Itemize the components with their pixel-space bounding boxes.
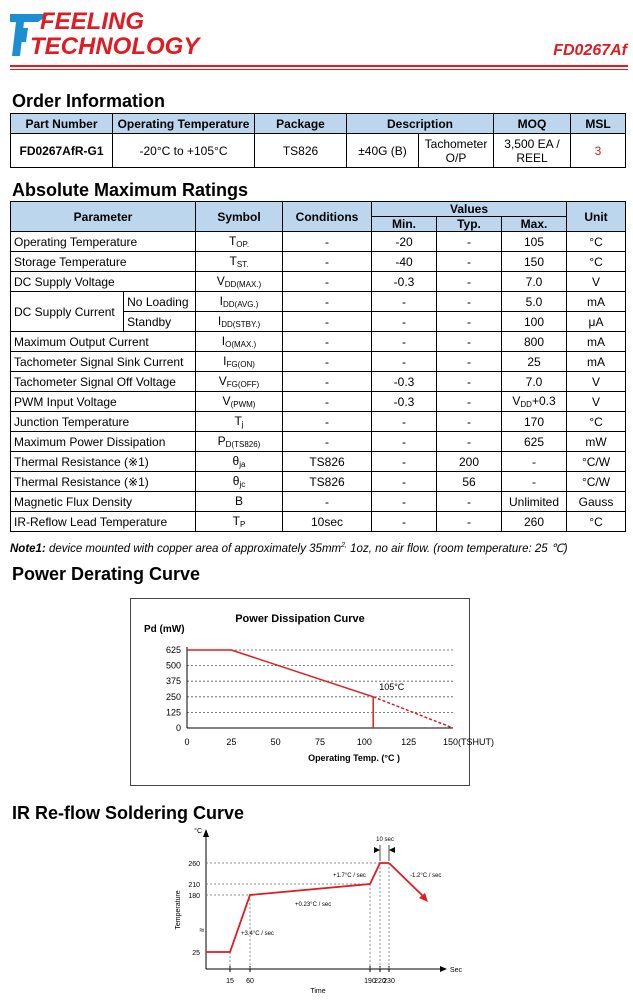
symbol-sub: D(TS826) xyxy=(225,440,261,449)
series-line-1 xyxy=(373,697,453,728)
amr-unit: °C xyxy=(567,252,626,272)
amr-unit: °C xyxy=(567,232,626,252)
note-text: device mounted with copper area of approximately 35mm xyxy=(45,543,342,555)
order-desc-output: Tachometer O/P xyxy=(419,134,494,168)
symbol-sub: jc xyxy=(239,480,246,489)
x-tick-label: 150(TSHUT) xyxy=(443,737,495,747)
ramp2-annotation: +1.7°C / sec xyxy=(333,873,366,879)
x-tick-label: 0 xyxy=(184,737,190,747)
amr-typ: - xyxy=(437,352,502,372)
amr-symbol xyxy=(196,492,283,512)
amr-symbol xyxy=(196,512,283,532)
amr-typ: - xyxy=(437,372,502,392)
symbol-main: T xyxy=(234,414,242,428)
amr-typ: - xyxy=(437,272,502,292)
amr-max: 100 xyxy=(502,312,567,332)
amr-unit: mW xyxy=(567,432,626,452)
amr-min: - xyxy=(372,452,437,472)
document-code: FD0267Af xyxy=(553,42,627,59)
amr-param: Operating Temperature xyxy=(11,232,196,252)
amr-row xyxy=(11,452,626,472)
amr-header-symbol: Symbol xyxy=(196,202,283,232)
symbol-main: T xyxy=(229,254,237,268)
x-tick-label: 15 xyxy=(226,978,234,985)
dwell-arrow-right-icon xyxy=(389,847,395,853)
amr-symbol xyxy=(196,232,283,252)
symbol-main: P xyxy=(217,434,226,448)
amr-min: -0.3 xyxy=(372,372,437,392)
order-info-heading: Order Information xyxy=(12,91,166,111)
amr-typ: - xyxy=(437,292,502,312)
amr-row xyxy=(11,352,626,372)
symbol-sub: DD(STBY.) xyxy=(221,320,261,329)
annotation-105c: 105°C xyxy=(379,681,405,692)
amr-symbol xyxy=(196,472,283,492)
y-tick-label: 0 xyxy=(175,723,181,733)
amr-symbol xyxy=(196,272,283,292)
symbol-main: V xyxy=(218,374,227,388)
symbol-main: I xyxy=(219,294,223,308)
order-header-package: Package xyxy=(255,114,347,134)
amr-typ: - xyxy=(437,312,502,332)
x-unit-label: Sec xyxy=(450,967,463,974)
amr-max: Unlimited xyxy=(502,492,567,512)
amr-typ: - xyxy=(437,412,502,432)
symbol-main: B xyxy=(234,494,243,508)
amr-unit: mA xyxy=(567,332,626,352)
series-line-0 xyxy=(187,650,373,697)
amr-max: 25 xyxy=(502,352,567,372)
symbol-main: T xyxy=(232,514,240,528)
amr-header-min: Min. xyxy=(372,217,437,232)
amr-condition: - xyxy=(283,232,372,252)
x-tick-label: 125 xyxy=(401,737,417,747)
max-suffix: +0.3 xyxy=(531,394,556,408)
symbol-sub: O(MAX.) xyxy=(225,340,257,349)
x-tick-label: 100 xyxy=(356,737,372,747)
y-axis-label: Pd (mW) xyxy=(144,624,185,635)
ir-reflow-heading: IR Re-flow Soldering Curve xyxy=(12,803,245,823)
x-axis-arrow-icon xyxy=(440,966,447,972)
amr-unit: Gauss xyxy=(567,492,626,512)
amr-row xyxy=(11,292,626,312)
amr-header-max: Max. xyxy=(502,217,567,232)
amr-param: Thermal Resistance (※1) xyxy=(11,452,196,472)
amr-min: -0.3 xyxy=(372,272,437,292)
amr-subparam: No Loading xyxy=(124,292,196,312)
symbol-main: V xyxy=(222,394,231,408)
amr-param: Maximum Power Dissipation xyxy=(11,432,196,452)
order-header-part: Part Number xyxy=(11,114,113,134)
amr-param: Maximum Output Current xyxy=(11,332,196,352)
amr-condition: - xyxy=(283,392,372,412)
amr-symbol xyxy=(196,372,283,392)
amr-max: 625 xyxy=(502,432,567,452)
amr-param: DC Supply Current xyxy=(11,292,124,332)
symbol-main: θ xyxy=(232,474,240,488)
amr-max xyxy=(502,392,567,412)
amr-symbol xyxy=(196,432,283,452)
amr-max: 5.0 xyxy=(502,292,567,312)
amr-min: - xyxy=(372,352,437,372)
amr-unit: V xyxy=(567,392,626,412)
order-package: TS826 xyxy=(255,134,347,168)
symbol-main: I xyxy=(221,334,226,348)
amr-typ: - xyxy=(437,332,502,352)
amr-table xyxy=(10,201,626,532)
amr-max: - xyxy=(502,472,567,492)
amr-condition: - xyxy=(283,252,372,272)
amr-min: -40 xyxy=(372,252,437,272)
note-label: Note1: xyxy=(10,543,46,555)
cooling-line xyxy=(389,863,425,898)
amr-param: DC Supply Voltage xyxy=(11,272,196,292)
amr-max: 7.0 xyxy=(502,272,567,292)
soak-annotation: +0.23°C / sec xyxy=(295,902,332,908)
x-tick-label: 230 xyxy=(383,978,395,985)
amr-max: 7.0 xyxy=(502,372,567,392)
x-tick-label: 190 xyxy=(364,978,376,985)
header-rule-thin xyxy=(10,69,628,70)
amr-condition: - xyxy=(283,292,372,312)
amr-row xyxy=(11,372,626,392)
max-sub: DD xyxy=(520,400,532,409)
order-header-moq: MOQ xyxy=(494,114,571,134)
amr-unit: °C xyxy=(567,412,626,432)
x-tick-label: 220 xyxy=(374,978,386,985)
dwell-arrow-left-icon xyxy=(374,847,380,853)
y-axis-label: Temperature xyxy=(175,890,182,930)
amr-typ: - xyxy=(437,432,502,452)
amr-param: Storage Temperature xyxy=(11,252,196,272)
amr-min: - xyxy=(372,292,437,312)
amr-condition: - xyxy=(283,492,372,512)
amr-condition: 10sec xyxy=(283,512,372,532)
amr-unit: °C/W xyxy=(567,452,626,472)
amr-row xyxy=(11,232,626,252)
amr-subparam: Standby xyxy=(124,312,196,332)
amr-unit: °C/W xyxy=(567,472,626,492)
amr-row xyxy=(11,492,626,512)
x-tick-label: 50 xyxy=(270,737,281,747)
amr-row xyxy=(11,512,626,532)
symbol-sub: DD(AVG.) xyxy=(222,300,259,309)
logo-text-line2: TECHNOLOGY xyxy=(30,33,200,60)
amr-unit: μA xyxy=(567,312,626,332)
amr-param: Junction Temperature xyxy=(11,412,196,432)
y-tick-label: 180 xyxy=(188,893,200,900)
amr-condition: - xyxy=(283,272,372,292)
amr-typ: - xyxy=(437,492,502,512)
amr-header-unit: Unit xyxy=(567,202,626,232)
order-moq: 3,500 EA / REEL xyxy=(494,134,571,168)
order-part-number: FD0267AfR-G1 xyxy=(11,134,113,168)
order-temp: -20°C to +105°C xyxy=(113,134,255,168)
note-text2: 1oz, no air flow. (room temperature: 25 ℃) xyxy=(346,543,568,555)
amr-typ: - xyxy=(437,232,502,252)
y-tick-label: 625 xyxy=(165,645,181,655)
symbol-sub: OP. xyxy=(236,240,250,249)
amr-header-values: Values xyxy=(372,202,567,217)
amr-max: 150 xyxy=(502,252,567,272)
amr-row xyxy=(11,332,626,352)
amr-param: IR-Reflow Lead Temperature xyxy=(11,512,196,532)
ir-reflow-chart xyxy=(170,825,470,997)
max-main: V xyxy=(512,394,521,408)
note1 xyxy=(10,541,568,555)
y-tick-label: 250 xyxy=(165,691,181,702)
power-derating-heading: Power Derating Curve xyxy=(12,564,201,584)
amr-condition: - xyxy=(283,312,372,332)
amr-condition: - xyxy=(283,412,372,432)
x-axis-label: Time xyxy=(310,988,326,995)
order-header-desc: Description xyxy=(347,114,494,134)
order-info-table xyxy=(10,113,626,168)
amr-param: PWM Input Voltage xyxy=(11,392,196,412)
amr-symbol xyxy=(196,412,283,432)
amr-row xyxy=(11,412,626,432)
amr-unit: mA xyxy=(567,292,626,312)
symbol-sub: FG(ON) xyxy=(226,360,255,369)
amr-symbol xyxy=(196,352,283,372)
amr-typ: - xyxy=(437,512,502,532)
amr-condition: - xyxy=(283,352,372,372)
amr-min: - xyxy=(372,432,437,452)
amr-symbol xyxy=(196,292,283,312)
note-sup: 2, xyxy=(341,542,347,550)
logo-text-line1: FEELING xyxy=(40,8,145,35)
chart-title: Power Dissipation Curve xyxy=(235,613,365,625)
amr-symbol xyxy=(196,392,283,412)
amr-min: - xyxy=(372,472,437,492)
symbol-main: I xyxy=(223,354,227,368)
amr-typ: - xyxy=(437,252,502,272)
amr-max: 800 xyxy=(502,332,567,352)
symbol-main: T xyxy=(228,234,237,248)
y-tick-label: 375 xyxy=(165,676,181,687)
header-rule xyxy=(10,65,628,67)
symbol-main: θ xyxy=(232,454,240,468)
x-tick-label: 60 xyxy=(246,978,254,985)
dwell-annotation: 10 sec xyxy=(376,837,394,843)
amr-typ: 200 xyxy=(437,452,502,472)
amr-typ: 56 xyxy=(437,472,502,492)
amr-param: Tachometer Signal Off Voltage xyxy=(11,372,196,392)
cool-annotation: -1.2°C / sec xyxy=(410,873,442,879)
amr-condition: - xyxy=(283,432,372,452)
amr-min: -20 xyxy=(372,232,437,252)
y-tick-label: 260 xyxy=(188,861,200,868)
ramp1-annotation: +3.4°C / sec xyxy=(241,931,274,937)
y-tick-label: 25 xyxy=(192,950,200,957)
y-tick-label: 125 xyxy=(165,707,181,718)
order-header-msl: MSL xyxy=(571,114,626,134)
amr-symbol xyxy=(196,332,283,352)
x-tick-label: 75 xyxy=(314,737,326,747)
order-header-temp: Operating Temperature xyxy=(113,114,255,134)
amr-max: 170 xyxy=(502,412,567,432)
amr-condition: - xyxy=(283,372,372,392)
amr-condition: TS826 xyxy=(283,472,372,492)
x-tick-label: 25 xyxy=(226,737,237,747)
amr-param: Thermal Resistance (※1) xyxy=(11,472,196,492)
y-tick-label: 500 xyxy=(165,660,181,671)
symbol-sub: P xyxy=(240,520,246,529)
amr-unit: °C xyxy=(567,512,626,532)
amr-row xyxy=(11,432,626,452)
amr-condition: TS826 xyxy=(283,452,372,472)
amr-condition: - xyxy=(283,332,372,352)
amr-row xyxy=(11,472,626,492)
symbol-main: I xyxy=(217,314,222,328)
amr-max: 260 xyxy=(502,512,567,532)
order-msl: 3 xyxy=(571,134,626,168)
axis-break-icon: ≈ xyxy=(199,925,205,935)
symbol-sub: FG(OFF) xyxy=(226,380,260,389)
amr-row xyxy=(11,252,626,272)
amr-header-param: Parameter xyxy=(11,202,196,232)
amr-param: Tachometer Signal Sink Current xyxy=(11,352,196,372)
amr-unit: mA xyxy=(567,352,626,372)
power-dissipation-chart xyxy=(130,598,495,786)
amr-min: - xyxy=(372,312,437,332)
amr-typ: - xyxy=(437,392,502,412)
amr-header-typ: Typ. xyxy=(437,217,502,232)
symbol-sub: DD(MAX.) xyxy=(224,280,262,289)
y-axis-arrow-icon xyxy=(203,829,209,837)
amr-max: - xyxy=(502,452,567,472)
amr-unit: V xyxy=(567,372,626,392)
amr-unit: V xyxy=(567,272,626,292)
x-axis-label: Operating Temp. (°C ) xyxy=(308,753,400,763)
order-desc-field: ±40G (B) xyxy=(347,134,419,168)
amr-heading: Absolute Maximum Ratings xyxy=(12,180,249,200)
amr-min: - xyxy=(372,492,437,512)
y-unit-label: °C xyxy=(194,828,202,835)
amr-symbol xyxy=(196,452,283,472)
symbol-sub: j xyxy=(241,420,244,429)
amr-min: - xyxy=(372,512,437,532)
symbol-sub: ST. xyxy=(236,260,249,269)
amr-min: - xyxy=(372,332,437,352)
y-tick-label: 210 xyxy=(188,882,200,889)
amr-min: - xyxy=(372,412,437,432)
amr-header-cond: Conditions xyxy=(283,202,372,232)
amr-param: Magnetic Flux Density xyxy=(11,492,196,512)
amr-row xyxy=(11,392,626,412)
amr-min: -0.3 xyxy=(372,392,437,412)
amr-symbol xyxy=(196,252,283,272)
amr-symbol xyxy=(196,312,283,332)
amr-max: 105 xyxy=(502,232,567,252)
symbol-sub: (PWM) xyxy=(230,400,256,409)
symbol-main: V xyxy=(216,274,225,288)
symbol-sub: ja xyxy=(239,460,246,469)
amr-row xyxy=(11,272,626,292)
